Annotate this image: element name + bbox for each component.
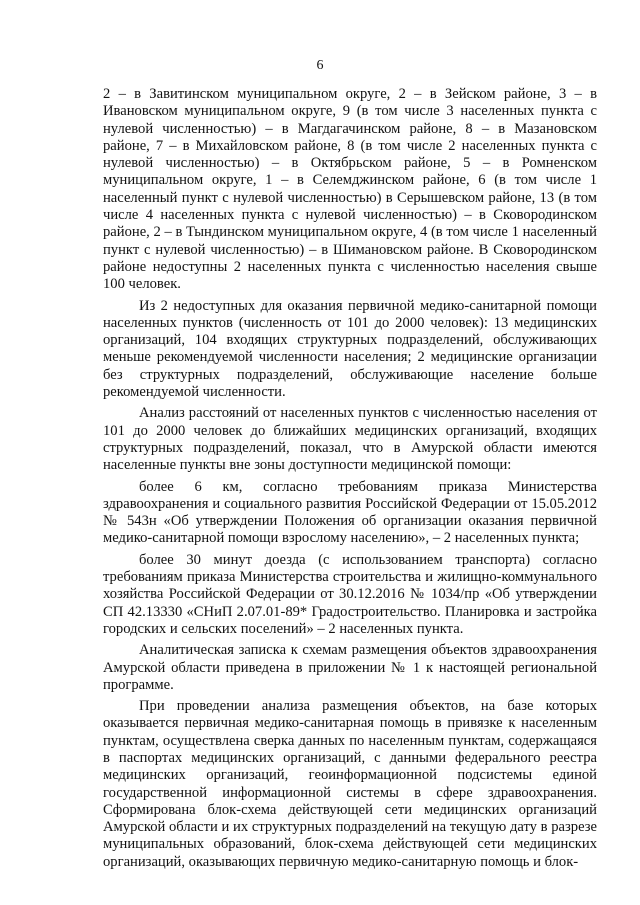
paragraph-over-30-minutes: более 30 минут доезда (с использованием транспорта) согласно требованиям приказа Министерства строительства и жилищно-коммунального хозяйства Российской Федерации от 30.12.2016 № 1034/пр «Об утверждении СП 42.13330 «СНиП 2.07.01-89* Градостроительство. Планировка и застройка городских и сельских поселений» – 2 населенных пункта.: [103, 551, 597, 637]
document-body: [103, 86, 597, 875]
paragraph-analytical-note: Аналитическая записка к схемам размещения объектов здравоохранения Амурской области приведена в приложении № 1 к настоящей региональной программе.: [103, 642, 597, 693]
paragraph-unavailable-settlements: Из 2 недоступных для оказания первичной медико-санитарной помощи населенных пунктов (численность от 101 до 2000 человек): 13 медицинских организаций, 104 входящих структурных подразделений, обслуживающих меньше рекомендуемой численности населения; 2 медицинские организации без структурных подразделений, обслуживающие население больше рекомендуемой численности.: [103, 297, 597, 401]
page-number: 6: [316, 58, 324, 73]
paragraph-placement-analysis: При проведении анализа размещения объектов, на базе которых оказывается первичная медико-санитарная помощь в привязке к населенным пунктам, осуществлена сверка данных по населенным пунктам, содержащаяся в паспортах медицинских организаций, с данными федерального реестра медицинских организаций, геоинформационной подсистемы единой государственной информационной системы в сфере здравоохранения. Сформирована блок-схема действующей сети медицинских организаций Амурской области и их структурных подразделений на текущую дату в разрезе муниципальных образований, блок-схема действующей сети медицинских организаций, оказывающих первичную медико-санитарную помощь и блок-: [103, 698, 597, 870]
paragraph-distance-analysis: Анализ расстояний от населенных пунктов с численностью населения от 101 до 2000 человек до ближайших медицинских организаций, входящих структурных подразделений, показал, что в Амурской области имеются населенные пункты вне зоны доступности медицинской помощи:: [103, 405, 597, 474]
paragraph-over-6-km: более 6 км, согласно требованиям приказа Министерства здравоохранения и социального развития Российской Федерации от 15.05.2012 № 543н «Об утверждении Положения об организации оказания первичной медико-санитарной помощи взрослому населению», – 2 населенных пункта;: [103, 478, 597, 547]
paragraph-settlements-by-district: 2 – в Завитинском муниципальном округе, 2 – в Зейском районе, 3 – в Ивановском муниципальном округе, 9 (в том числе 3 населенных пункта с нулевой численностью) – в Магдагачинском районе, 8 – в Мазановском районе, 7 – в Михайловском районе, 8 (в том числе 2 населенных пункта с нулевой численностью) – в Октябрьском районе, 5 – в Ромненском муниципальном округе, 1 – в Селемджинском районе, 6 (в том числе 1 населенный пункт с нулевой численностью) в Серышевском районе, 13 (в том числе 4 населенных пункта с нулевой численностью) – в Сковородинском районе, 2 – в Тындинском муниципальном округе, 4 (в том числе 1 населенный пункт с нулевой численностью) – в Шимановском районе. В Сковородинском районе недоступны 2 населенных пункта с численностью населения свыше 100 человек.: [103, 86, 597, 293]
